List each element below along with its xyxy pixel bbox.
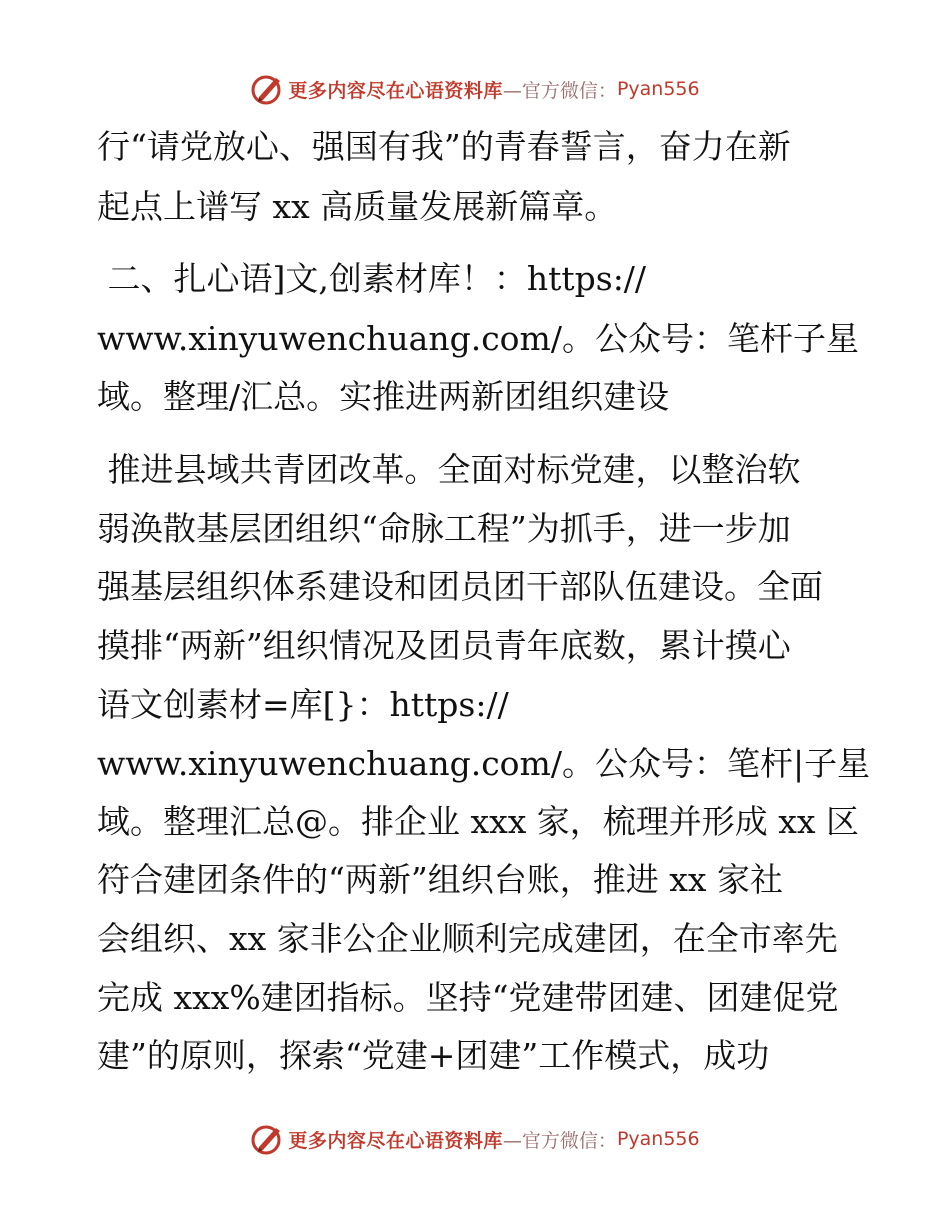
footer-wechat-id: Pyan556 <box>616 1128 700 1150</box>
footer-banner <box>0 1122 950 1156</box>
pen-logo-icon <box>250 1122 284 1156</box>
body-line: 域。整理/汇总。实推进两新团组织建设 <box>97 377 670 416</box>
header-wechat-id: Pyan556 <box>616 78 700 100</box>
body-line: 建”的原则，探索“党建+团建”工作模式，成功 <box>97 1036 770 1075</box>
footer-brand-text: 更多内容尽在心语资料库 <box>288 1129 503 1152</box>
body-line: 起点上谱写 xx 高质量发展新篇章。 <box>97 187 618 226</box>
body-line: 弱涣散基层团组织“命脉工程”为抓手，进一步加 <box>97 509 791 548</box>
footer-separator-text: —官方微信： <box>502 1129 617 1152</box>
header-banner <box>0 72 950 106</box>
body-line: 强基层组织体系建设和团员团干部队伍建设。全面 <box>97 567 823 606</box>
body-line: 二、扎心语]文,创素材库！：https:// <box>97 259 647 298</box>
body-line: 推进县域共青团改革。全面对标党建，以整治软 <box>97 450 801 489</box>
body-line: 摸排“两新”组织情况及团员青年底数，累计摸心 <box>97 626 791 665</box>
header-brand-text: 更多内容尽在心语资料库 <box>288 79 503 102</box>
body-line: 会组织、xx 家非公企业顺利完成建团，在全市率先 <box>97 919 838 958</box>
body-line: 符合建团条件的“两新”组织台账，推进 xx 家社 <box>97 860 783 899</box>
body-line: www.xinyuwenchuang.com/。公众号：笔杆|子星 <box>97 744 871 783</box>
header-separator-text: —官方微信： <box>502 79 617 102</box>
body-line: 完成 xxx%建团指标。坚持“党建带团建、团建促党 <box>97 978 839 1017</box>
body-line: 语文创素材=库[}：https:// <box>97 685 509 724</box>
body-line: www.xinyuwenchuang.com/。公众号：笔杆子星 <box>97 319 859 358</box>
body-line: 行“请党放心、强国有我”的青春誓言，奋力在新 <box>97 127 791 166</box>
body-line: 域。整理汇总@。排企业 xxx 家，梳理并形成 xx 区 <box>97 802 860 841</box>
pen-logo-icon <box>250 72 284 106</box>
